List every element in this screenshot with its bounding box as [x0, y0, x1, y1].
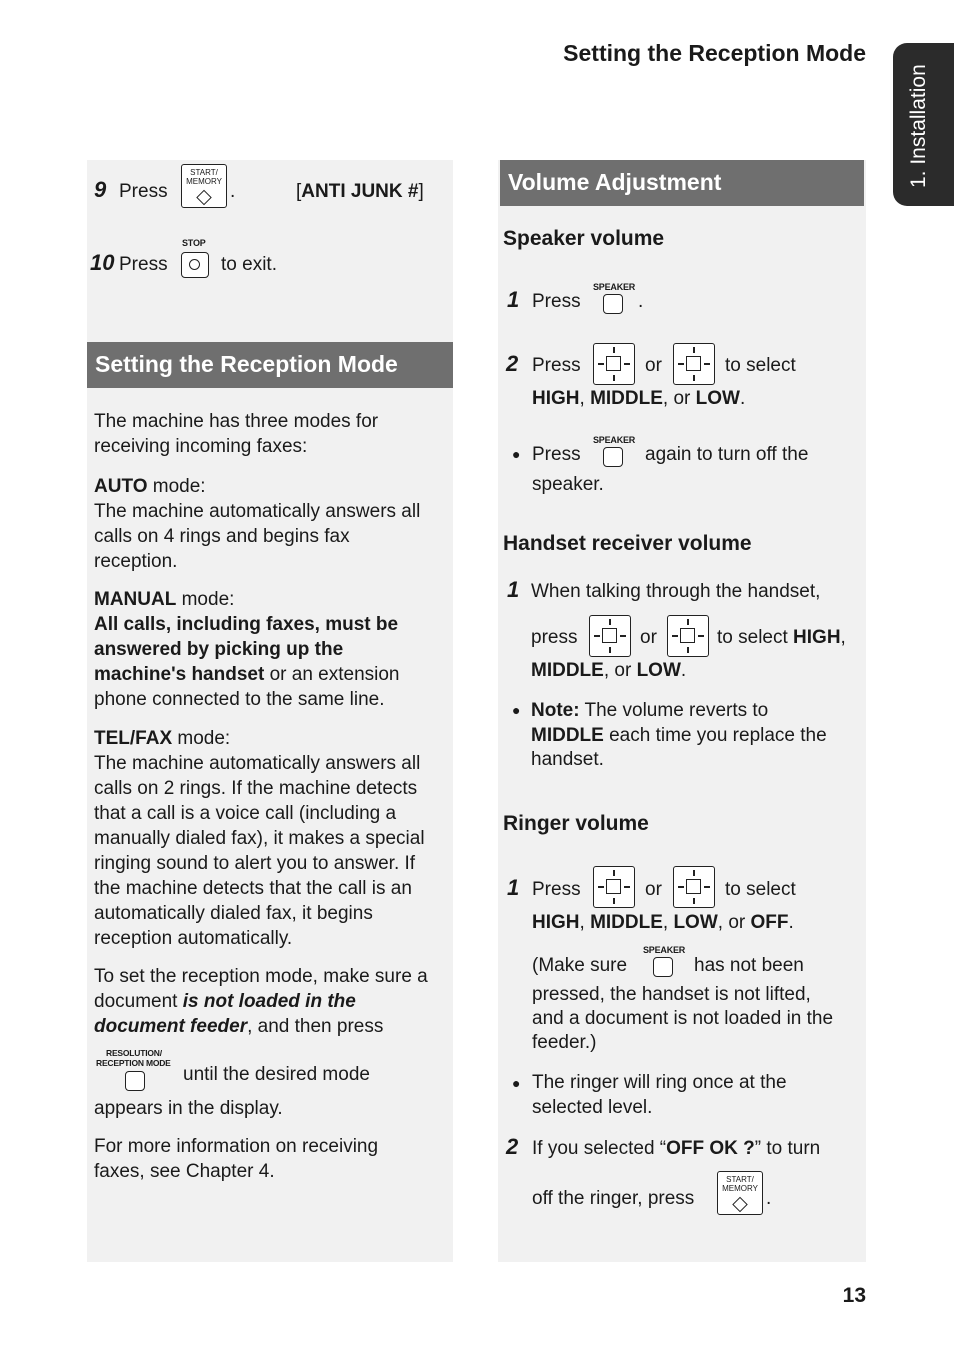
- speaker-bullet-line-2: speaker.: [532, 474, 604, 495]
- bullet-dot: ●: [512, 702, 521, 718]
- start-memory-label-a: START/: [190, 168, 218, 177]
- bullet-dot: ●: [512, 446, 521, 462]
- speaker-step-2-number: 2: [506, 351, 519, 376]
- page-number: 13: [842, 1284, 866, 1307]
- set-mode-line-5: appears in the display.: [94, 1098, 283, 1119]
- stop-button-icon: [181, 252, 209, 278]
- ringer-step-1-number: 1: [507, 875, 520, 900]
- telfax-line-6: the machine detects that the call is an: [94, 878, 412, 899]
- speaker-step-1-number: 1: [507, 287, 520, 312]
- auto-line-1: The machine automatically answers all: [94, 501, 421, 522]
- ringer-bullet-line-1: The ringer will ring once at the: [532, 1072, 787, 1093]
- auto-line-2: calls on 4 rings and begins fax: [94, 526, 350, 547]
- right-arrow-button-icon-3: [673, 866, 715, 908]
- step-9-period: .: [230, 181, 236, 202]
- speaker-bullet-press: Press: [532, 444, 581, 465]
- step-9-press: Press: [119, 181, 168, 202]
- step-9-number: 9: [94, 177, 107, 202]
- telfax-mode-title: TEL/FAX mode:: [94, 728, 231, 749]
- handset-note-line-1: Note: The volume reverts to: [531, 700, 769, 721]
- step-10-number: 10: [90, 250, 115, 275]
- left-arrow-button-icon-3: [593, 866, 635, 908]
- handset-step-1-number: 1: [507, 577, 520, 602]
- chapter-tab-label: 1. Installation: [907, 64, 930, 188]
- manual-line-3: machine's handset or an extension: [94, 664, 400, 685]
- page-header-title: Setting the Reception Mode: [563, 40, 866, 66]
- left-arrow-button-icon-2: [589, 615, 631, 657]
- telfax-line-5: ringing sound to alert you to answer. If: [94, 853, 416, 874]
- handset-step-1-levels: MIDDLE, or LOW.: [531, 660, 687, 681]
- ringer-step-1-to-select: to select: [725, 879, 796, 900]
- ringer-line-4: and a document is not loaded in the: [532, 1008, 834, 1029]
- speaker-button-icon-3: [653, 957, 673, 977]
- speaker-key-label-2: SPEAKER: [593, 435, 636, 445]
- ringer-step-1-or: or: [645, 879, 662, 900]
- speaker-step-2-levels: HIGH, MIDDLE, or LOW.: [532, 388, 746, 409]
- ringer-step-2-line-2: off the ringer, press: [532, 1188, 695, 1209]
- telfax-line-1: The machine automatically answers all: [94, 753, 421, 774]
- speaker-step-2-or: or: [645, 355, 662, 376]
- set-mode-line-2: document is not loaded in the: [94, 991, 356, 1012]
- manual-line-4: phone connected to the same line.: [94, 689, 385, 710]
- step-10-press: Press: [119, 254, 168, 275]
- start-memory-button-icon: [181, 164, 227, 208]
- intro-line-1: The machine has three modes for: [94, 411, 379, 432]
- more-info-line-2: faxes, see Chapter 4.: [94, 1161, 275, 1182]
- speaker-volume-title: Speaker volume: [503, 227, 665, 250]
- ringer-step-1-levels: HIGH, MIDDLE, LOW, or OFF.: [532, 912, 794, 933]
- chapter-tab: [893, 43, 954, 206]
- ringer-not-been: has not been: [694, 955, 804, 976]
- handset-step-1-line-1: When talking through the handset,: [531, 581, 821, 602]
- handset-step-1-press: press: [531, 627, 578, 648]
- speaker-key-label-3: SPEAKER: [643, 945, 686, 955]
- start-memory-label-a: START/: [726, 1175, 754, 1184]
- ringer-line-3: pressed, the handset is not lifted,: [532, 984, 811, 1005]
- manual-line-1: All calls, including faxes, must be: [94, 614, 399, 635]
- start-memory-label-b: MEMORY: [186, 177, 222, 186]
- speaker-step-1-press: Press: [532, 291, 581, 312]
- handset-volume-title: Handset receiver volume: [503, 532, 752, 555]
- volume-adjustment-heading: Volume Adjustment: [500, 160, 864, 206]
- handset-step-1-to-select: to select HIGH,: [717, 627, 846, 648]
- right-arrow-button-icon-2: [667, 615, 709, 657]
- left-arrow-button-icon: [593, 343, 635, 385]
- ringer-step-2-number: 2: [506, 1134, 519, 1159]
- ringer-bullet-line-2: selected level.: [532, 1097, 653, 1118]
- resolution-reception-button-icon: [125, 1071, 145, 1091]
- step-10-text: to exit.: [221, 254, 277, 275]
- handset-step-1-or: or: [640, 627, 657, 648]
- manual-mode-title: MANUAL mode:: [94, 589, 235, 610]
- telfax-line-4: manually dialed fax), it makes a special: [94, 828, 425, 849]
- set-mode-line-3: document feeder, and then press: [94, 1016, 384, 1037]
- handset-note-line-3: handset.: [531, 749, 604, 770]
- auto-line-3: reception.: [94, 551, 178, 572]
- speaker-key-label: SPEAKER: [593, 282, 636, 292]
- start-memory-label-b: MEMORY: [722, 1184, 758, 1193]
- bullet-dot: ●: [512, 1075, 521, 1091]
- start-memory-button-icon-2: [717, 1171, 763, 1215]
- ringer-step-2-period: .: [766, 1188, 772, 1209]
- step-9-setting: [ANTI JUNK #]: [296, 181, 424, 202]
- handset-note-line-2: MIDDLE each time you replace the: [531, 725, 827, 746]
- speaker-button-icon: [603, 294, 623, 314]
- stop-key-label: STOP: [182, 238, 206, 248]
- telfax-line-2: calls on 2 rings. If the machine detects: [94, 778, 418, 799]
- telfax-line-8: reception automatically.: [94, 928, 293, 949]
- reception-mode-heading: Setting the Reception Mode: [87, 342, 453, 388]
- auto-mode-title: AUTO mode:: [94, 476, 206, 497]
- set-mode-line-4: until the desired mode: [183, 1064, 370, 1085]
- ringer-step-2-line-1: If you selected “OFF OK ?” to turn: [532, 1138, 821, 1159]
- right-arrow-button-icon: [673, 343, 715, 385]
- ringer-step-1-press: Press: [532, 879, 581, 900]
- speaker-button-icon-2: [603, 447, 623, 467]
- ringer-line-5: feeder.): [532, 1032, 597, 1053]
- speaker-bullet-text: again to turn off the: [645, 444, 809, 465]
- resolution-key-label: RESOLUTION/ RECEPTION MODE: [96, 1048, 171, 1068]
- telfax-line-3: that a call is a voice call (including a: [94, 803, 397, 824]
- speaker-step-2-press: Press: [532, 355, 581, 376]
- ringer-volume-title: Ringer volume: [503, 812, 649, 835]
- ringer-make-sure: (Make sure: [532, 955, 628, 976]
- set-mode-line-1: To set the reception mode, make sure a: [94, 966, 428, 987]
- telfax-line-7: automatically dialed fax, it begins: [94, 903, 373, 924]
- more-info-line-1: For more information on receiving: [94, 1136, 379, 1157]
- speaker-step-1-period: .: [638, 291, 644, 312]
- intro-line-2: receiving incoming faxes:: [94, 436, 308, 457]
- manual-line-2: answered by picking up the: [94, 639, 344, 660]
- speaker-step-2-to-select: to select: [725, 355, 796, 376]
